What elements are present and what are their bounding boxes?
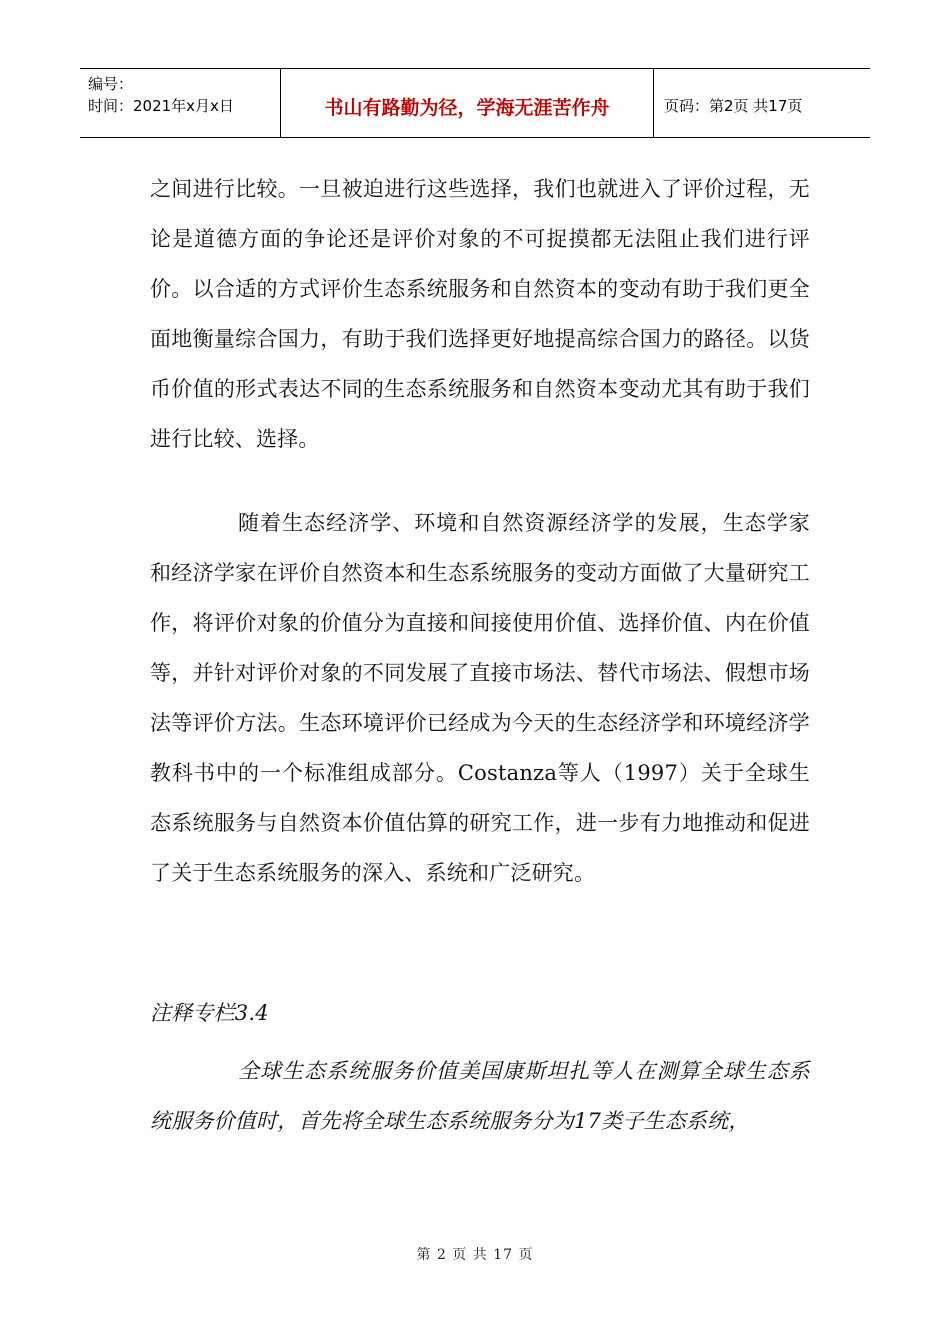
header-page-info: 页码：第2页 共17页 [664, 96, 803, 115]
document-body [150, 164, 810, 1146]
note-box-title: 注释专栏3.4 [150, 1001, 269, 1025]
paragraph-2: 随着生态经济学、环境和自然资源经济学的发展，生态学家和经济学家在评价自然资本和生态系统服务的变动方面做了大量研究工作，将评价对象的价值分为直接和间接使用价值、选择价值、内在价值等，并针对评价对象的不同发展了直接市场法、替代市场法、假想市场法等评价方法。生态环境评价已经成为今天的生态经济学和环境经济学教科书中的一个标准组成部分。Costanza等人（1997）关于全球生态系统服务与自然资本价值估算的研究工作，进一步有力地推动和促进了关于生态系统服务的深入、系统和广泛研究。 [150, 511, 810, 885]
header-meta-cell [80, 69, 281, 137]
note-paragraph: 全球生态系统服务价值美国康斯坦扎等人在测算全球生态系统服务价值时，首先将全球生态系统服务分为17类子生态系统， [150, 1059, 810, 1133]
date-label: 时间：2021年x月x日 [88, 97, 234, 115]
page-footer: 第 2 页 共 17 页 [416, 1247, 534, 1263]
serial-number-label: 编号： [88, 75, 134, 93]
header-motto: 书山有路勤为径，学海无涯苦作舟 [281, 69, 654, 137]
page-header [80, 68, 870, 138]
paragraph-1: 之间进行比较。一旦被迫进行这些选择，我们也就进入了评价过程，无论是道德方面的争论还是评价对象的不可捉摸都无法阻止我们进行评价。以合适的方式评价生态系统服务和自然资本的变动有助于我们更全面地衡量综合国力，有助于我们选择更好地提高综合国力的路径。以货币价值的形式表达不同的生态系统服务和自然资本变动尤其有助于我们进行比较、选择。 [150, 177, 810, 451]
